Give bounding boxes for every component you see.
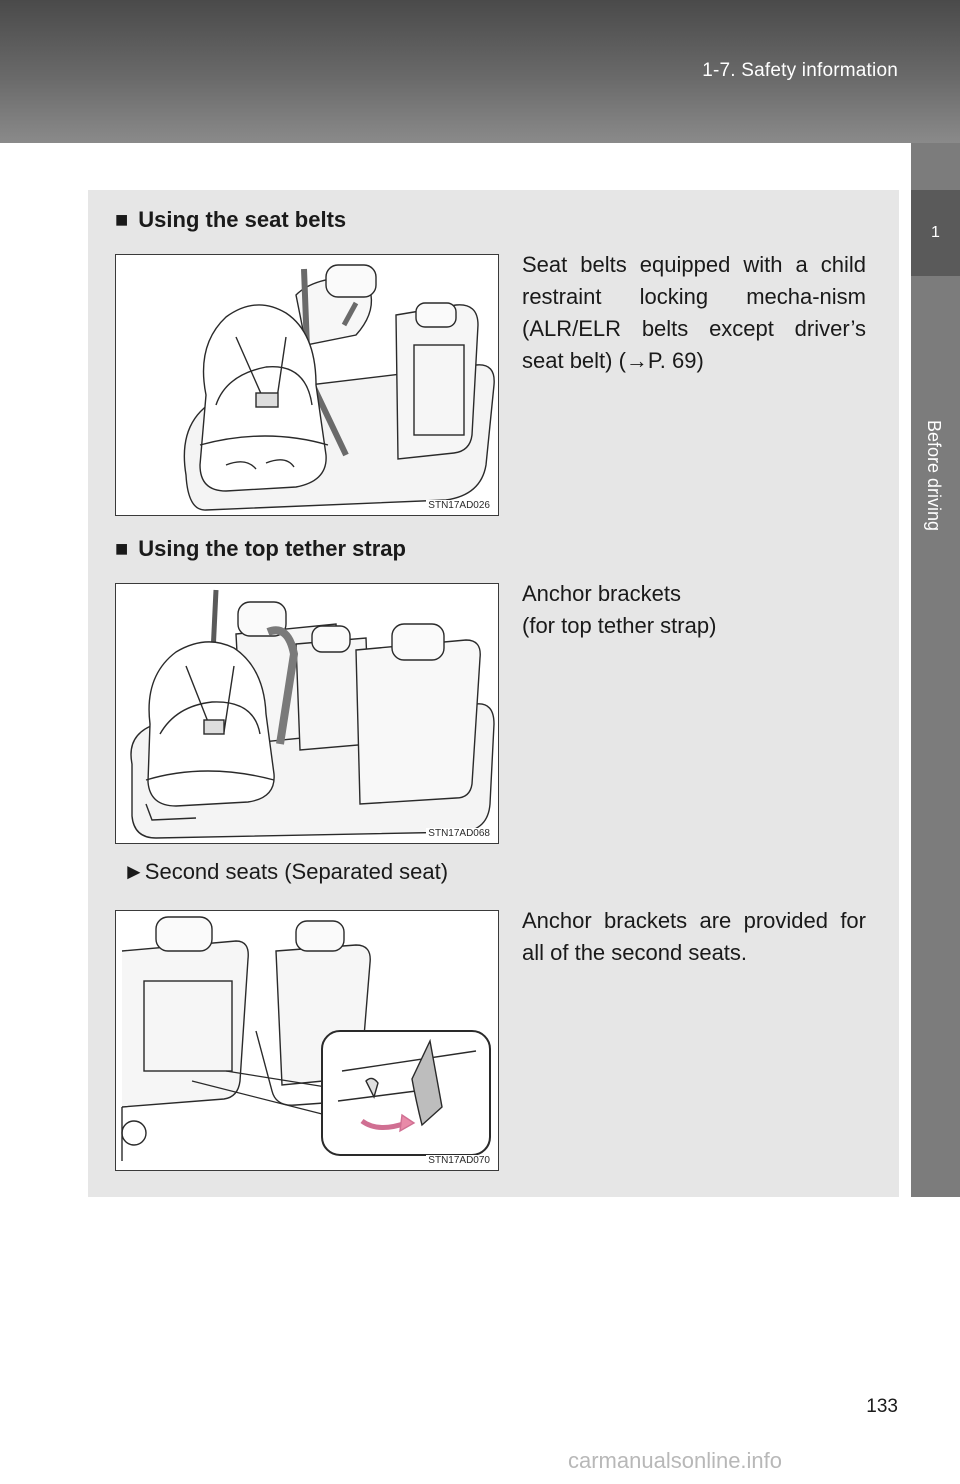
figure-second-seats-anchor [115, 910, 499, 1171]
seat-belt-description: Seat belts equipped with a child restraint locking mecha-nism (ALR/ELR belts except driver’s seat belt) (→P. 69) [522, 252, 866, 373]
heading-text: Using the seat belts [138, 207, 347, 232]
chapter-label: Before driving [924, 420, 944, 532]
bullet-marker: ► [123, 859, 145, 884]
top-tether-illustration [116, 584, 499, 844]
figure-code: STN17AD068 [428, 828, 490, 839]
chapter-tab [911, 143, 960, 1197]
figure-child-seat-with-seat-belt [115, 254, 499, 516]
child-seat-seat-belt-illustration [116, 255, 499, 516]
anchor-bracket-description: Anchor brackets are provided for all of the second seats. [522, 908, 866, 965]
heading-text: Using the top tether strap [138, 536, 406, 561]
description-line: Anchor brackets [522, 581, 681, 606]
figure-code: STN17AD026 [428, 500, 490, 511]
description-line: (for top tether strap) [522, 613, 717, 638]
watermark: carmanualsonline.info [568, 1448, 783, 1473]
section-heading-top-tether [115, 536, 406, 562]
page-header [0, 0, 960, 143]
top-tether-description [522, 578, 866, 642]
figure-child-seat-top-tether [115, 583, 499, 844]
subsection-label: Second seats (Separated seat) [144, 859, 449, 884]
subsection-second-seats [123, 859, 448, 885]
heading-square-marker: ■ [115, 536, 129, 561]
section-heading-seat-belts [115, 207, 346, 233]
page-number: 133 [866, 1396, 898, 1417]
anchor-bracket-illustration [116, 911, 499, 1171]
figure-code: STN17AD070 [428, 1155, 490, 1166]
chapter-number: 1 [911, 190, 960, 276]
section-title: 1-7. Safety information [702, 60, 898, 81]
heading-square-marker: ■ [115, 207, 129, 232]
